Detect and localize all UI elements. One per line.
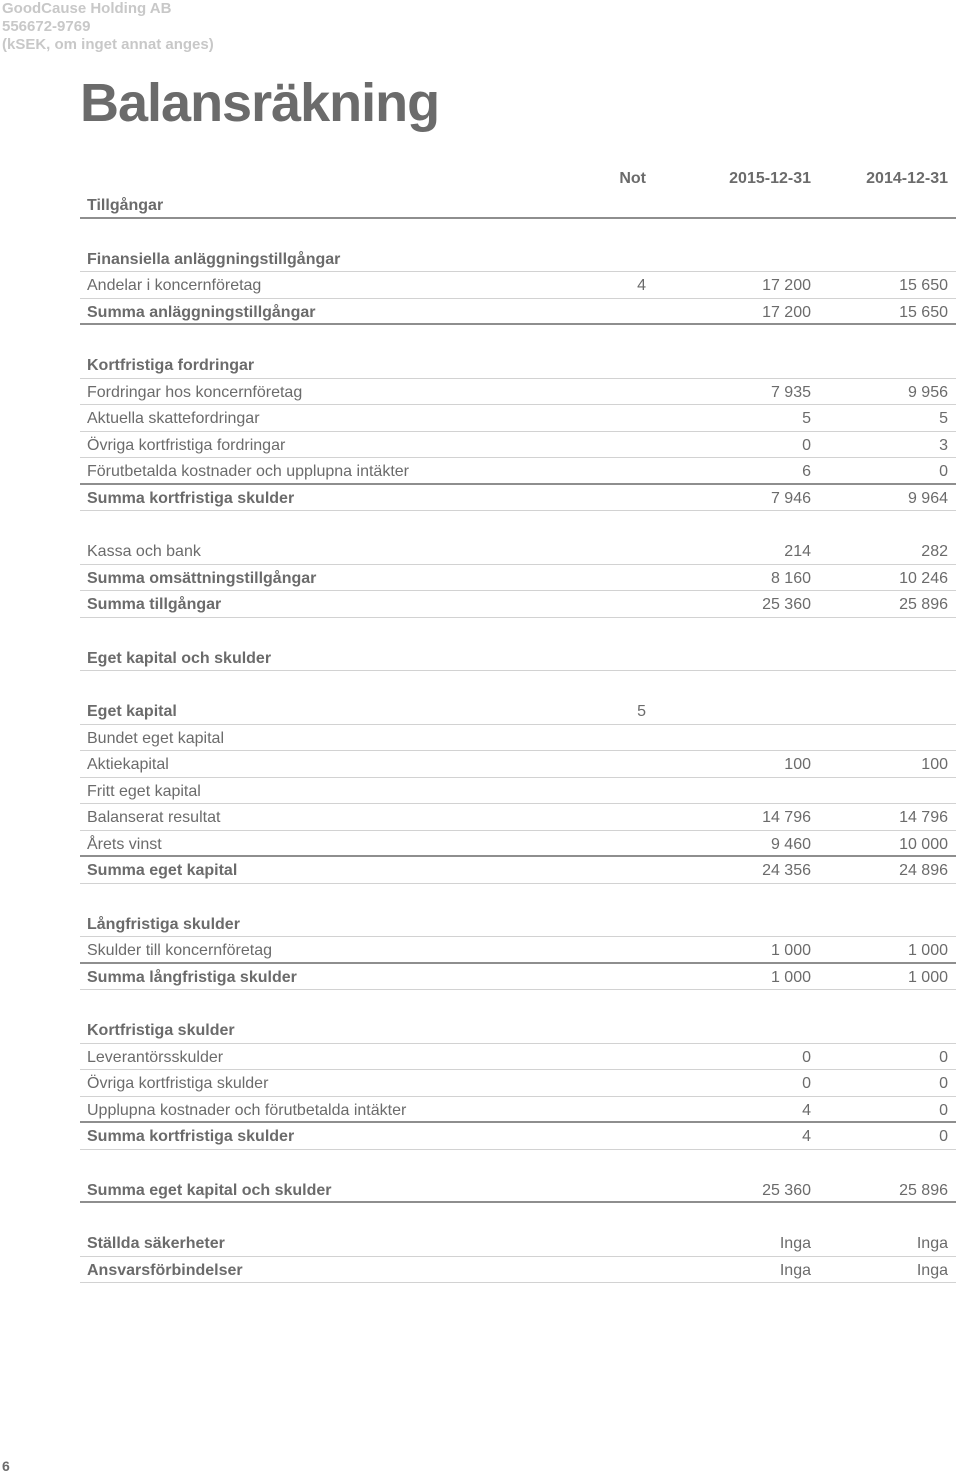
period-b-column-header: 2014-12-31 <box>866 170 948 187</box>
period-a-column-header: 2015-12-31 <box>729 170 811 187</box>
table-row <box>80 804 956 831</box>
row-spacer <box>80 219 956 246</box>
row-value-2014: 0 <box>939 1075 948 1092</box>
row-label: Andelar i koncernföretag <box>87 277 262 294</box>
row-value-2014: 14 796 <box>899 809 948 826</box>
table-row <box>80 1123 956 1150</box>
table-row <box>80 591 956 618</box>
table-row <box>80 1070 956 1097</box>
table-row <box>80 405 956 432</box>
row-label: Summa kortfristiga skulder <box>87 1128 295 1145</box>
table-row <box>80 911 956 938</box>
table-row <box>80 1230 956 1257</box>
table-row <box>80 192 956 219</box>
row-label: Skulder till koncernföretag <box>87 942 272 959</box>
company-name: GoodCause Holding AB <box>2 0 172 17</box>
row-value-2015: 1 000 <box>770 942 811 959</box>
row-value-2015: 0 <box>802 436 811 454</box>
row-value-2014: 0 <box>939 463 948 480</box>
row-note: 5 <box>637 703 646 720</box>
row-value-2015: 0 <box>802 1048 811 1066</box>
row-spacer <box>80 511 956 538</box>
row-value-2015: 17 200 <box>762 303 811 321</box>
note-column-header: Not <box>619 170 646 187</box>
row-value-2015: 17 200 <box>762 277 811 294</box>
row-label: Summa tillgångar <box>87 596 222 613</box>
row-value-2014: 1 000 <box>907 968 948 986</box>
row-value-2014: Inga <box>916 1261 948 1279</box>
row-value-2015: 4 <box>802 1128 811 1145</box>
row-label: Övriga kortfristiga fordringar <box>87 436 286 454</box>
row-value-2014: 9 956 <box>907 383 948 401</box>
row-label: Aktiekapital <box>87 756 169 773</box>
row-value-2014: 10 000 <box>899 835 948 853</box>
row-label: Förutbetalda kostnader och upplupna intäkter <box>87 463 409 480</box>
row-label: Summa eget kapital och skulder <box>87 1181 332 1199</box>
table-row <box>80 272 956 299</box>
table-row <box>80 485 956 512</box>
table-row <box>80 565 956 592</box>
row-value-2014: 25 896 <box>899 596 948 613</box>
company-header <box>2 0 214 54</box>
row-label: Leverantörsskulder <box>87 1048 224 1066</box>
row-value-2015: 14 796 <box>762 809 811 826</box>
row-value-2014: 5 <box>939 410 948 427</box>
row-note: 4 <box>637 277 646 294</box>
row-label: Fordringar hos koncernföretag <box>87 383 303 401</box>
row-spacer <box>80 618 956 645</box>
row-spacer <box>80 990 956 1017</box>
row-value-2014: 10 246 <box>899 569 948 587</box>
table-row <box>80 299 956 326</box>
row-value-2015: 24 356 <box>762 862 811 879</box>
row-spacer <box>80 671 956 698</box>
row-value-2014: 282 <box>921 543 948 560</box>
row-spacer <box>80 884 956 911</box>
table-row <box>80 538 956 565</box>
row-spacer <box>80 1203 956 1230</box>
row-label: Upplupna kostnader och förutbetalda intäkter <box>87 1101 407 1119</box>
table-row <box>80 831 956 858</box>
row-value-2014: 1 000 <box>907 942 948 959</box>
row-spacer <box>80 325 956 352</box>
unit-note: (kSEK, om inget annat anges) <box>2 36 214 53</box>
table-row <box>80 725 956 752</box>
table-row <box>80 645 956 672</box>
table-row <box>80 778 956 805</box>
table-row <box>80 1044 956 1071</box>
row-value-2014: 0 <box>939 1128 948 1145</box>
row-value-2015: 5 <box>802 410 811 427</box>
table-row <box>80 698 956 725</box>
row-value-2014: 0 <box>939 1101 948 1119</box>
table-row <box>80 964 956 991</box>
row-value-2015: 6 <box>802 463 811 480</box>
row-label: Årets vinst <box>87 835 162 853</box>
page-title: Balansräkning <box>80 73 440 133</box>
row-value-2014: 100 <box>921 756 948 773</box>
table-row <box>80 937 956 964</box>
row-label: Balanserat resultat <box>87 809 221 826</box>
row-value-2015: 7 935 <box>770 383 811 401</box>
row-label: Kortfristiga skulder <box>87 1022 235 1039</box>
row-label: Kortfristiga fordringar <box>87 357 255 374</box>
table-row <box>80 352 956 379</box>
row-label: Övriga kortfristiga skulder <box>87 1075 269 1092</box>
row-label: Tillgångar <box>87 197 164 214</box>
row-spacer <box>80 1150 956 1177</box>
table-row <box>80 458 956 485</box>
row-label: Eget kapital och skulder <box>87 649 272 667</box>
row-label: Bundet eget kapital <box>87 729 224 747</box>
row-value-2014: 9 964 <box>907 489 948 507</box>
table-row <box>80 1257 956 1284</box>
row-value-2015: 9 460 <box>770 835 811 853</box>
row-label: Summa långfristiga skulder <box>87 968 297 986</box>
table-row <box>80 379 956 406</box>
row-label: Långfristiga skulder <box>87 915 240 933</box>
row-value-2015: 25 360 <box>762 596 811 613</box>
row-label: Ansvarsförbindelser <box>87 1261 243 1279</box>
row-label: Finansiella anläggningstillgångar <box>87 250 341 268</box>
row-value-2015: 4 <box>802 1101 811 1119</box>
row-value-2014: 15 650 <box>899 277 948 294</box>
row-value-2015: Inga <box>779 1235 811 1252</box>
table-row <box>80 246 956 273</box>
row-value-2014: 25 896 <box>899 1181 948 1199</box>
table-row <box>80 1097 956 1124</box>
row-value-2015: 7 946 <box>770 489 811 507</box>
row-value-2014: Inga <box>916 1235 948 1252</box>
table-row <box>80 432 956 459</box>
table-row <box>80 857 956 884</box>
row-label: Fritt eget kapital <box>87 782 201 800</box>
row-label: Ställda säkerheter <box>87 1235 225 1252</box>
row-label: Summa eget kapital <box>87 862 238 879</box>
row-value-2015: 0 <box>802 1075 811 1092</box>
row-value-2015: 100 <box>784 756 811 773</box>
table-row <box>80 1017 956 1044</box>
org-number: 556672-9769 <box>2 18 91 35</box>
column-headers <box>80 166 956 192</box>
row-label: Aktuella skattefordringar <box>87 410 260 427</box>
page-number: 6 <box>2 1458 10 1474</box>
row-value-2014: 3 <box>939 436 948 454</box>
row-value-2014: 24 896 <box>899 862 948 879</box>
table-row <box>80 751 956 778</box>
row-label: Summa kortfristiga skulder <box>87 489 295 507</box>
row-value-2015: 25 360 <box>762 1181 811 1199</box>
row-value-2015: Inga <box>779 1261 811 1279</box>
row-value-2014: 0 <box>939 1048 948 1066</box>
row-value-2015: 1 000 <box>770 968 811 986</box>
row-value-2015: 214 <box>784 543 811 560</box>
balance-sheet-table <box>80 192 956 1283</box>
row-value-2015: 8 160 <box>770 569 811 587</box>
row-label: Summa anläggningstillgångar <box>87 303 316 321</box>
row-label: Eget kapital <box>87 703 177 720</box>
table-row <box>80 1177 956 1204</box>
row-label: Summa omsättningstillgångar <box>87 569 317 587</box>
row-value-2014: 15 650 <box>899 303 948 321</box>
row-label: Kassa och bank <box>87 543 201 560</box>
